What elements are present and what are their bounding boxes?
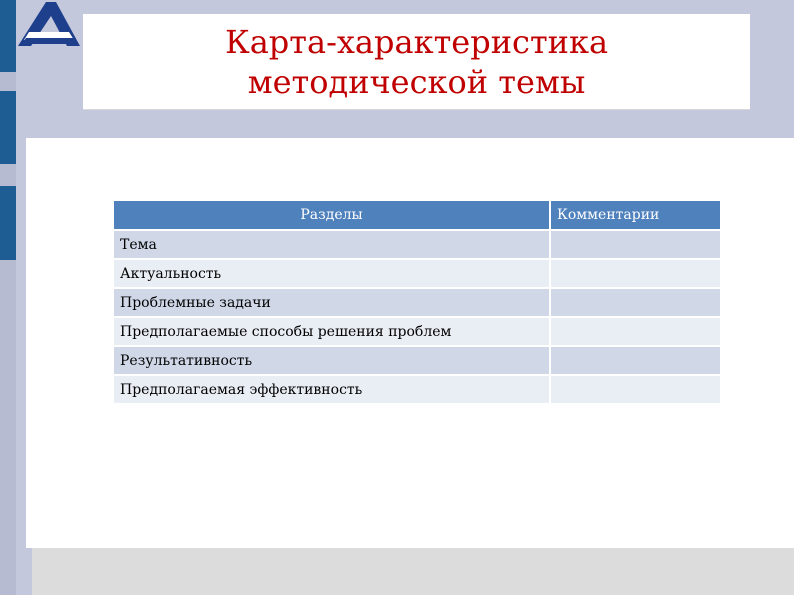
table-row <box>114 288 720 317</box>
comment-cell[interactable] <box>550 346 720 375</box>
table-header-row <box>114 201 720 230</box>
left-decor-strip <box>0 0 16 595</box>
table-row <box>114 259 720 288</box>
methodology-table <box>114 201 720 405</box>
column-header-sections: Разделы <box>114 201 550 230</box>
left-decor-bar <box>0 186 16 260</box>
section-cell: Предполагаемая эффективность <box>114 375 550 404</box>
table-row <box>114 346 720 375</box>
table-row <box>114 230 720 259</box>
left-decor-bar <box>0 0 16 72</box>
a-letter-logo-icon <box>16 0 83 54</box>
slide-title-line-1: Карта-характеристика <box>224 22 609 61</box>
comment-cell[interactable] <box>550 259 720 288</box>
slide-title-box <box>83 14 750 110</box>
section-cell: Актуальность <box>114 259 550 288</box>
table-row <box>114 375 720 404</box>
left-decor-bar <box>0 91 16 164</box>
slide-title-line-2: методической темы <box>247 62 586 101</box>
comment-cell[interactable] <box>550 230 720 259</box>
comment-cell[interactable] <box>550 375 720 404</box>
comment-cell[interactable] <box>550 317 720 346</box>
footer-band <box>32 548 794 595</box>
section-cell: Тема <box>114 230 550 259</box>
comment-cell[interactable] <box>550 288 720 317</box>
logo <box>16 0 83 54</box>
section-cell: Результативность <box>114 346 550 375</box>
section-cell: Предполагаемые способы решения проблем <box>114 317 550 346</box>
column-header-comments: Комментарии <box>550 201 720 230</box>
table-row <box>114 317 720 346</box>
section-cell: Проблемные задачи <box>114 288 550 317</box>
